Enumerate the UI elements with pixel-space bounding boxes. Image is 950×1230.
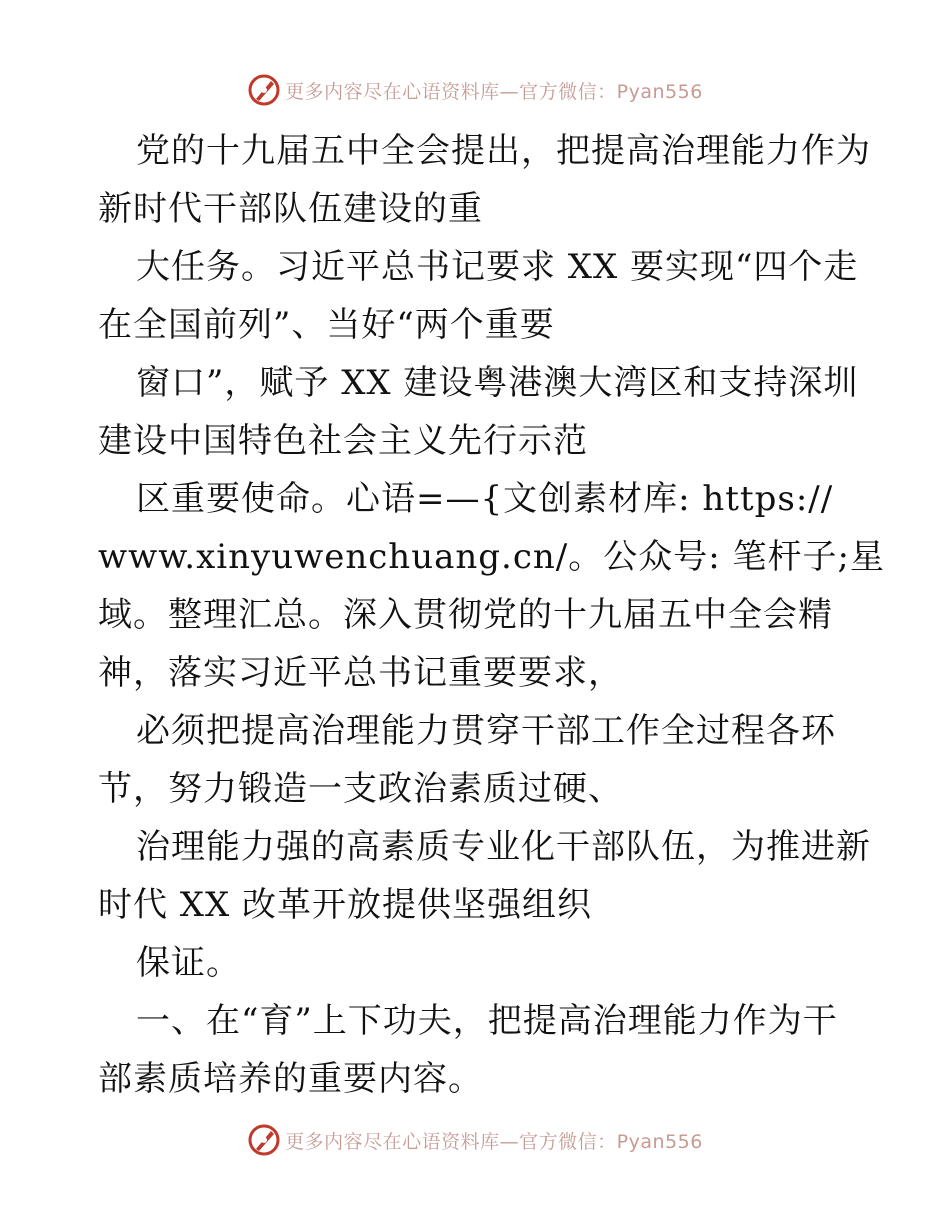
text-line: 神，落实习近平总书记重要要求，: [98, 653, 623, 693]
banner-text: 更多内容尽在心语资料库—官方微信：Pyan556: [285, 1130, 703, 1153]
text-line: 区重要使命。心语=—{文创素材库: https://: [136, 479, 834, 519]
text-line: www.xinyuwenchuang.cn/。公众号: 笔杆子;星: [98, 537, 885, 577]
text-line: 时代 XX 改革开放提供坚强组织: [98, 885, 593, 925]
document-body: [98, 122, 885, 1108]
pen-seal-logo-icon: [247, 73, 281, 107]
text-line: 域。整理汇总。深入贯彻党的十九届五中全会精: [98, 595, 833, 635]
text-line: 保证。: [136, 943, 241, 983]
footer-banner: [0, 1120, 950, 1160]
text-line: 新时代干部队伍建设的重: [98, 189, 483, 229]
text-line: 必须把提高治理能力贯穿干部工作全过程各环: [136, 711, 836, 751]
text-line: 在全国前列”、当好“两个重要: [98, 305, 555, 345]
text-line: 部素质培养的重要内容。: [98, 1059, 483, 1099]
text-line: 一、在“育”上下功夫，把提高治理能力作为干: [136, 1001, 838, 1041]
text-line: 节，努力锻造一支政治素质过硬、: [98, 769, 623, 809]
pen-seal-logo-icon: [247, 1123, 281, 1157]
header-banner: [0, 70, 950, 110]
text-line: 党的十九届五中全会提出，把提高治理能力作为: [136, 131, 871, 171]
text-line: 窗口”，赋予 XX 建设粤港澳大湾区和支持深圳: [136, 363, 859, 403]
text-line: 大任务。习近平总书记要求 XX 要实现“四个走: [136, 247, 859, 287]
banner-text: 更多内容尽在心语资料库—官方微信：Pyan556: [285, 80, 703, 103]
text-line: 建设中国特色社会主义先行示范: [98, 421, 588, 461]
text-line: 治理能力强的高素质专业化干部队伍，为推进新: [136, 827, 871, 867]
